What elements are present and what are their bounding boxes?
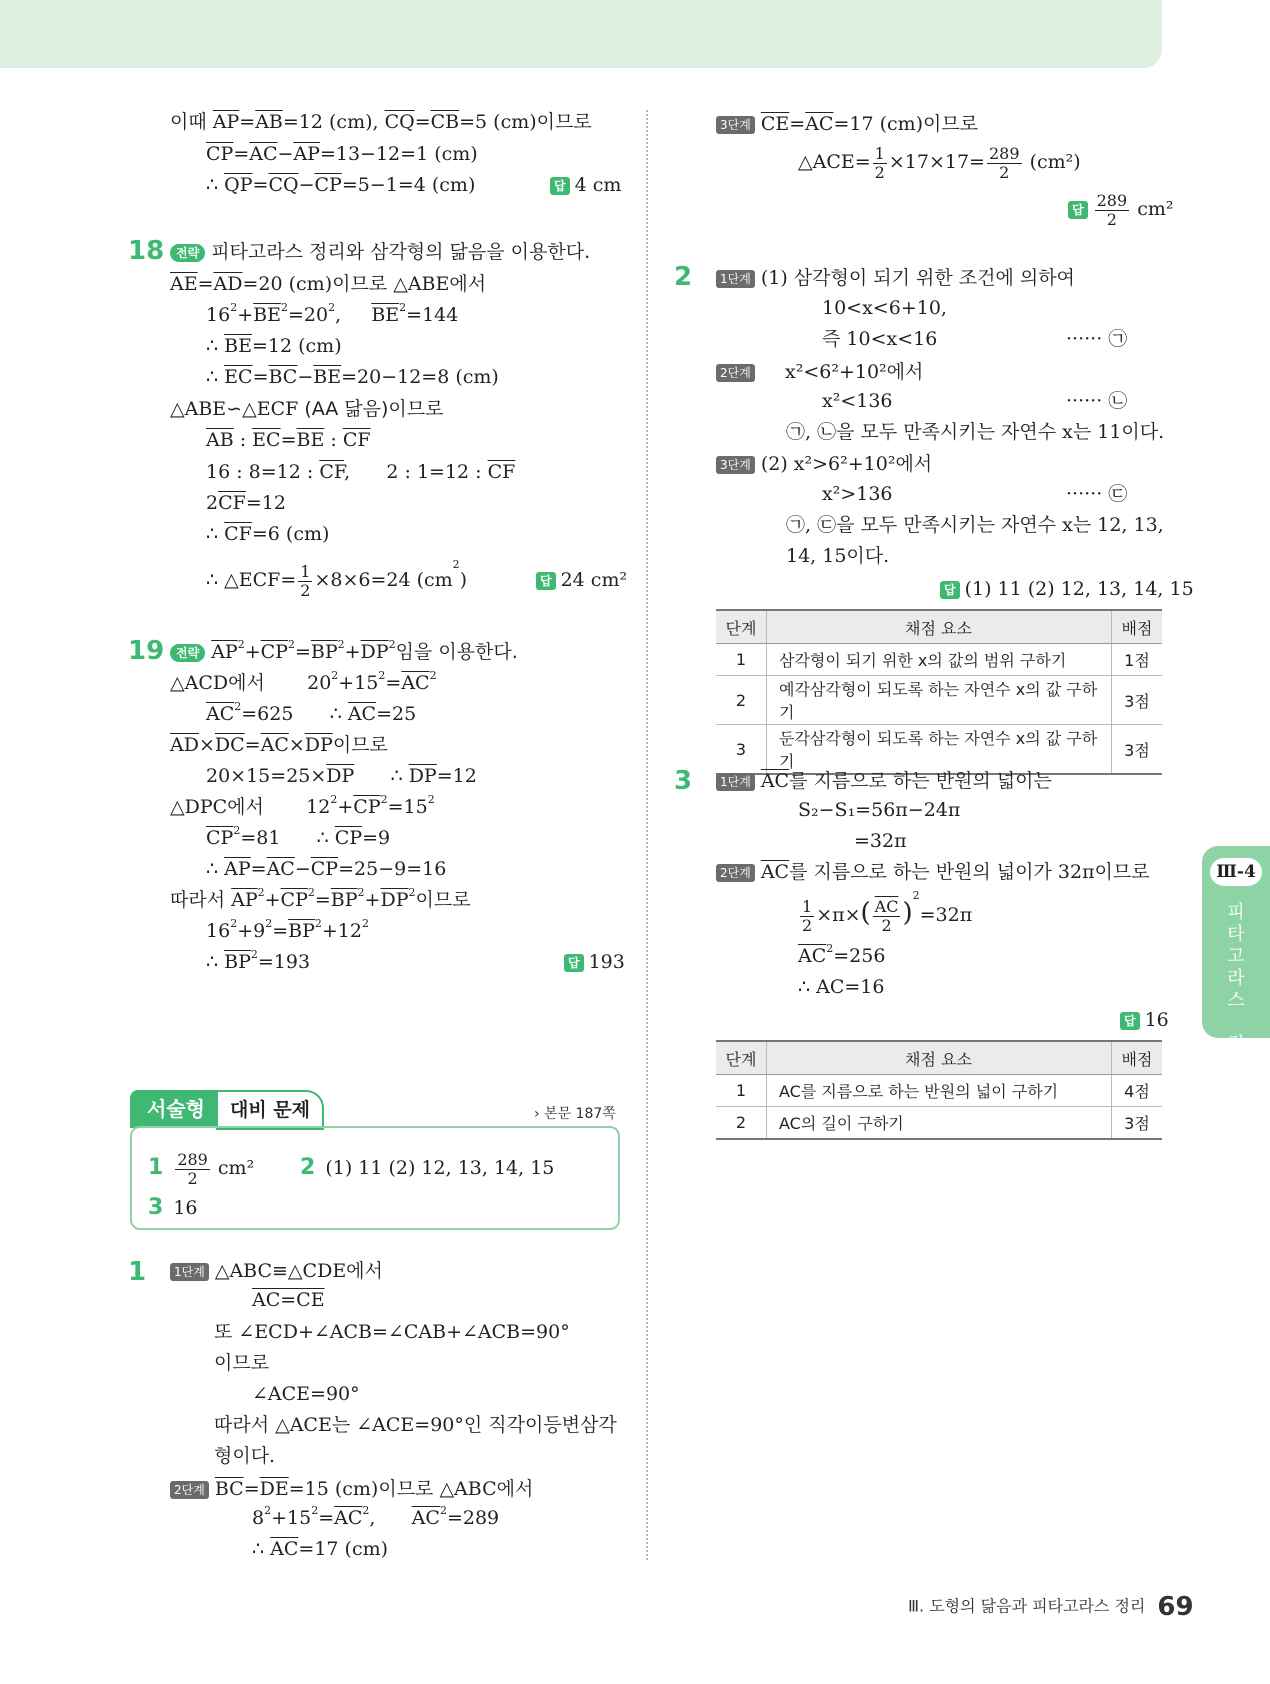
- p18-number: 18: [128, 236, 165, 266]
- column-divider: [646, 110, 648, 1560]
- p19-strategy-text: 임을 이용한다.: [395, 641, 518, 663]
- table-cell: 2: [716, 1107, 767, 1140]
- p17-line-1: 이때 $\overline{AP}=\overline{AB}=12$ (cm), $\overline{CQ}=\overline{CB}=5$ (cm)이므로: [170, 111, 592, 133]
- essay-title-white: 대비 문제: [216, 1090, 324, 1130]
- e2-l9: ㉠, ㉢을 모두 만족시키는 자연수 x는 12, 13,: [786, 514, 1164, 536]
- e1-number: 1: [128, 1257, 147, 1287]
- answer-badge: 답: [1120, 1012, 1140, 1030]
- table-cell: 3점: [1112, 676, 1163, 725]
- e3-answer: [1120, 1008, 1169, 1032]
- step-tag: 1단계: [716, 773, 755, 791]
- p19-line-3: $\overline{AD}\times\overline{DC}=\overline{AC}\times\overline{DP}$이므로: [170, 734, 388, 756]
- e1-line-2: [252, 1288, 325, 1312]
- e1-l3: 또 ∠ECD+∠ACB=∠CAB+∠ACB=90°: [214, 1321, 570, 1343]
- e1-l12-mid: ×17×17=: [888, 151, 985, 173]
- e2-l6: ㉠, ㉡을 모두 만족시키는 자연수 x는 11이다.: [786, 421, 1165, 443]
- scoring-table-1: [716, 609, 1162, 775]
- table-cell: 1점: [1112, 644, 1163, 676]
- e1-l12-end: (cm²): [1029, 151, 1081, 173]
- e3-line-4: 2단계 $\overline{AC}$를 지름으로 하는 반원의 넓이가 32π이므로: [716, 860, 1150, 884]
- e3-l1-rest: 를 지름으로 하는 반원의 넓이는: [789, 770, 1052, 792]
- essay-reference-text: 본문 187쪽: [544, 1106, 616, 1122]
- answer-badge: 답: [940, 581, 960, 599]
- table-cell: 3: [716, 725, 767, 775]
- table-cell: 둔각삼각형이 되도록 하는 자연수 x의 값 구하기: [767, 725, 1112, 775]
- p19-line-6: $\overline{CP}^2=81$ ∴ $\overline{CP}=9$: [206, 824, 391, 849]
- p18-line-10: ∴ △ECF= $\frac{1}{2}$ ×8×6=24 $(cm^2)$: [206, 558, 468, 600]
- e2-mark-1: [1066, 327, 1127, 351]
- p19-number: 19: [128, 636, 165, 666]
- table-cell: 1: [716, 644, 767, 676]
- e2-line-5: [822, 389, 893, 413]
- e1-line-5: [252, 1382, 360, 1406]
- essay-answer-3-text: 16: [173, 1197, 198, 1219]
- answer-badge: 답: [536, 572, 556, 590]
- p18-line-7: 16 : 8=12 : $\overline{CF}$, 2 : 1=12 : $\overline{CF}$: [206, 461, 516, 483]
- p18-line-1: $\overline{AE}=\overline{AD}=20$ (cm)이므로 △ABE에서: [170, 273, 487, 295]
- e1-line-7: [214, 1444, 275, 1468]
- p19-line-5: △DPC에서 $12^2+\overline{CP}^2=15^2$: [170, 793, 435, 818]
- table-cell: AC의 길이 구하기: [767, 1107, 1112, 1140]
- e3-line-1: 1단계 $\overline{AC}$를 지름으로 하는 반원의 넓이는: [716, 769, 1052, 793]
- e1-l2: AC=CE: [252, 1289, 325, 1311]
- e1-l4: 이므로: [214, 1352, 270, 1374]
- e2-line-3: [822, 327, 937, 351]
- e2-l2: 10<x<6+10,: [822, 297, 947, 319]
- e2-l10: 14, 15이다.: [786, 545, 890, 567]
- p19-line-10: ∴ $\overline{BP}^2=193$: [206, 948, 311, 973]
- e3-line-5: $\frac{1}{2}$ ×π×( $\frac{\overline{AC}}{2}$ )$^2$=32π: [802, 889, 973, 935]
- essay-answer-number: 1: [148, 1155, 164, 1180]
- p19-line-4: $20\times 15=25\times\overline{DP}$ ∴ $\overline{DP}=12$: [206, 765, 477, 787]
- e3-l2: S₂−S₁=56π−24π: [798, 799, 961, 821]
- table-row: [716, 1107, 1162, 1140]
- table-header: 단계: [716, 1041, 767, 1075]
- e2-l8: x²>136: [822, 483, 893, 505]
- section-side-tab: [1202, 846, 1270, 1077]
- table-cell: 2: [716, 676, 767, 725]
- e3-line-3: [854, 829, 907, 853]
- table-cell: 3점: [1112, 725, 1163, 775]
- e1-l11-rest: =17 (cm)이므로: [833, 113, 979, 135]
- e2-mark-3: [1066, 482, 1127, 506]
- e1-line-8: 2단계 $\overline{BC}=\overline{DE}=15$ (cm)이므로 △ABC에서: [170, 1477, 533, 1501]
- p18-strategy-text: 피타고라스 정리와 삼각형의 닮음을 이용한다.: [211, 241, 591, 263]
- step-tag: 2단계: [716, 364, 755, 382]
- answer-badge: 답: [564, 954, 584, 972]
- e2-mark2: ······ ㉡: [1066, 390, 1128, 412]
- page-number: 69: [1157, 1592, 1194, 1622]
- e3-l5-mid: ×π×: [816, 904, 861, 926]
- e2-line-2: [822, 296, 947, 320]
- e2-l5: x²<136: [822, 390, 893, 412]
- essay-answer-1-den: 2: [187, 1168, 198, 1188]
- e1-line-11: 3단계 $\overline{CE}=\overline{AC}=17$ (cm)이므로: [716, 112, 978, 136]
- e1-line-4: [214, 1351, 269, 1375]
- step-tag: 1단계: [170, 1263, 209, 1281]
- table-row: [716, 725, 1162, 775]
- p18-answer: [536, 568, 627, 592]
- scoring-table-2: [716, 1040, 1162, 1140]
- e2-answer-value: (1) 11 (2) 12, 13, 14, 15: [964, 578, 1194, 600]
- table-cell: 4점: [1112, 1075, 1163, 1107]
- e2-l7: (2) x²>6²+10²에서: [760, 453, 933, 475]
- p17-line-2: $\overline{CP}=\overline{AC}-\overline{AP}=13-12=1$ (cm): [206, 143, 478, 165]
- table-header: 채점 요소: [767, 610, 1112, 644]
- answer-badge: 답: [1068, 201, 1088, 219]
- step-tag: 1단계: [716, 270, 755, 288]
- p19-line-7: ∴ $\overline{AP}=\overline{AC}-\overline{CP}=25-9=16$: [206, 858, 447, 880]
- e2-l4: x²<6²+10²에서: [785, 361, 924, 383]
- section-tab-title: 피 타 고 라 스 정 리: [1227, 902, 1245, 1077]
- table-row: [716, 676, 1162, 725]
- p18-line-5: △ABE∽△ECF (AA 닮음)이므로: [170, 398, 444, 420]
- p17-answer: [550, 173, 621, 197]
- essay-answer-2: [300, 1156, 554, 1180]
- table-header: 배점: [1112, 1041, 1163, 1075]
- e1-line-10: ∴ $\overline{AC}=17$ (cm): [252, 1538, 389, 1560]
- p19-line-1: △ACD에서 $20^2+15^2=\overline{AC}^2$: [170, 669, 437, 694]
- strategy-pill: 전략: [170, 644, 205, 662]
- essay-answer-1-num: 289: [177, 1149, 208, 1169]
- e1-line-1: [170, 1259, 383, 1283]
- top-band: [0, 0, 1162, 68]
- p18-line-6: $\overline{AB}$ : $\overline{EC}=\overline{BE}$ : $\overline{CF}$: [206, 429, 371, 451]
- e1-l5: ∠ACE=90°: [252, 1383, 360, 1405]
- e3-l5-end: =32π: [919, 904, 973, 926]
- p19-answer-value: 193: [588, 951, 625, 973]
- section-tab-chip: Ⅲ-4: [1210, 858, 1262, 886]
- table-cell: 삼각형이 되기 위한 x의 값의 범위 구하기: [767, 644, 1112, 676]
- e3-line-2: [798, 798, 960, 822]
- step-tag: 3단계: [716, 116, 755, 134]
- p17-answer-value: 4 cm: [574, 174, 622, 196]
- p17-l1-pre: 이때: [170, 111, 213, 133]
- e1-l6: 따라서 △ACE는 ∠ACE=90°인 직각이등변삼각: [214, 1414, 617, 1436]
- e1-line-6: [214, 1413, 617, 1437]
- p18-answer-value: 24 cm²: [560, 569, 628, 591]
- answer-badge: 답: [550, 177, 570, 195]
- p19-strategy: 전략 $\overline{AP}^2+\overline{CP}^2=\overline{BP}^2+\overline{DP}^2$임을 이용한다.: [170, 640, 518, 664]
- e3-l4-rest: 를 지름으로 하는 반원의 넓이가 32π이므로: [789, 861, 1150, 883]
- essay-title-green: 서술형: [130, 1090, 222, 1128]
- e1-l7: 형이다.: [214, 1445, 276, 1467]
- e1-answer: 답 $\frac{289}{2}$ cm²: [1068, 188, 1173, 230]
- essay-answer-2-text: (1) 11 (2) 12, 13, 14, 15: [325, 1157, 555, 1179]
- e3-line-6: $\overline{AC}^2=256$: [798, 942, 886, 967]
- essay-answer-number: 2: [300, 1155, 316, 1180]
- e2-line-8: [822, 482, 893, 506]
- e3-l3: =32π: [854, 830, 907, 852]
- e1-answer-unit: cm²: [1137, 198, 1174, 220]
- p19-answer: [564, 950, 625, 974]
- p17-l1-rest: 이므로: [536, 111, 592, 133]
- table-row: [716, 1075, 1162, 1107]
- p19-line-2: $\overline{AC}^2=625$ ∴ $\overline{AC}=25$: [206, 700, 417, 725]
- e2-line-10: [786, 544, 889, 568]
- e1-l1: △ABC≡△CDE에서: [214, 1260, 383, 1282]
- e2-l3: 즉 10<x<16: [822, 328, 938, 350]
- e2-l1: (1) 삼각형이 되기 위한 조건에 의하여: [760, 267, 1075, 289]
- step-tag: 2단계: [716, 864, 755, 882]
- e3-l7: ∴ AC=16: [798, 976, 885, 998]
- e2-answer: [940, 577, 1194, 601]
- table-cell: AC를 지름으로 하는 반원의 넓이 구하기: [767, 1075, 1112, 1107]
- table-cell: 예각삼각형이 되도록 하는 자연수 x의 값 구하기: [767, 676, 1112, 725]
- table-header: 채점 요소: [767, 1041, 1112, 1075]
- p18-line-9: ∴ $\overline{CF}=6$ (cm): [206, 523, 330, 545]
- page-footer: [908, 1592, 1194, 1622]
- essay-answer-3: [148, 1196, 198, 1220]
- e3-l6: =256: [833, 945, 886, 967]
- e2-line-4: [716, 360, 923, 384]
- e3-number: 3: [674, 766, 693, 796]
- p18-line-4: ∴ $\overline{EC}=\overline{BC}-\overline{BE}=20-12=8$ (cm): [206, 366, 499, 388]
- p18-line-2: $16^2+\overline{BE}^2=20^2$, $\overline{BE}^2=144$: [206, 301, 459, 326]
- step-tag: 3단계: [716, 456, 755, 474]
- e2-number: 2: [674, 262, 693, 292]
- e2-line-1: [716, 266, 1075, 290]
- e1-l8-rest: 이므로 △ABC에서: [378, 1478, 534, 1500]
- table-header: 배점: [1112, 610, 1163, 644]
- e3-line-7: [798, 975, 884, 999]
- p18-strategy: [170, 240, 590, 264]
- e1-l12: △ACE=: [798, 151, 871, 173]
- e2-line-9: [786, 513, 1164, 537]
- e3-answer-value: 16: [1144, 1009, 1169, 1031]
- e2-mark-2: [1066, 389, 1127, 413]
- essay-answer-1: [148, 1148, 254, 1188]
- e2-line-7: [716, 452, 932, 476]
- e2-mark3: ······ ㉢: [1066, 483, 1128, 505]
- p18-line-3: ∴ $\overline{BE}=12$ (cm): [206, 335, 342, 357]
- p18-aa-note: (AA 닮음)이므로: [304, 398, 444, 420]
- e1-line-9: $8^2+15^2=\overline{AC}^2$, $\overline{AC}^2=289$: [252, 1504, 500, 1529]
- p17-line-3: ∴ $\overline{QP}=\overline{CQ}-\overline{CP}=5-1=4$ (cm): [206, 174, 476, 196]
- step-tag: 2단계: [170, 1481, 209, 1499]
- essay-answer-1-unit: cm²: [217, 1157, 255, 1179]
- p19-line-8: 따라서 $\overline{AP}^2+\overline{CP}^2=\overline{BP}^2+\overline{DP}^2$이므로: [170, 886, 471, 911]
- e2-mark1: ······ ㉠: [1066, 328, 1128, 350]
- e1-line-3: [214, 1320, 570, 1344]
- essay-reference: › 본문 187쪽: [534, 1106, 616, 1122]
- p19-line-9: $16^2+9^2=\overline{BP}^2+12^2$: [206, 917, 369, 942]
- table-row: [716, 644, 1162, 676]
- p18-line-8: $2\overline{CF}=12$: [206, 492, 286, 514]
- e1-line-12: △ACE= $\frac{1}{2}$ ×17×17= $\frac{289}{2}$ (cm²): [798, 143, 1081, 182]
- table-header: 단계: [716, 610, 767, 644]
- strategy-pill: 전략: [170, 244, 205, 262]
- essay-answer-number: 3: [148, 1195, 164, 1220]
- table-cell: 3점: [1112, 1107, 1163, 1140]
- footer-chapter: Ⅲ. 도형의 닮음과 피타고라스 정리: [908, 1596, 1146, 1616]
- e2-line-6: [786, 420, 1164, 444]
- table-cell: 1: [716, 1075, 767, 1107]
